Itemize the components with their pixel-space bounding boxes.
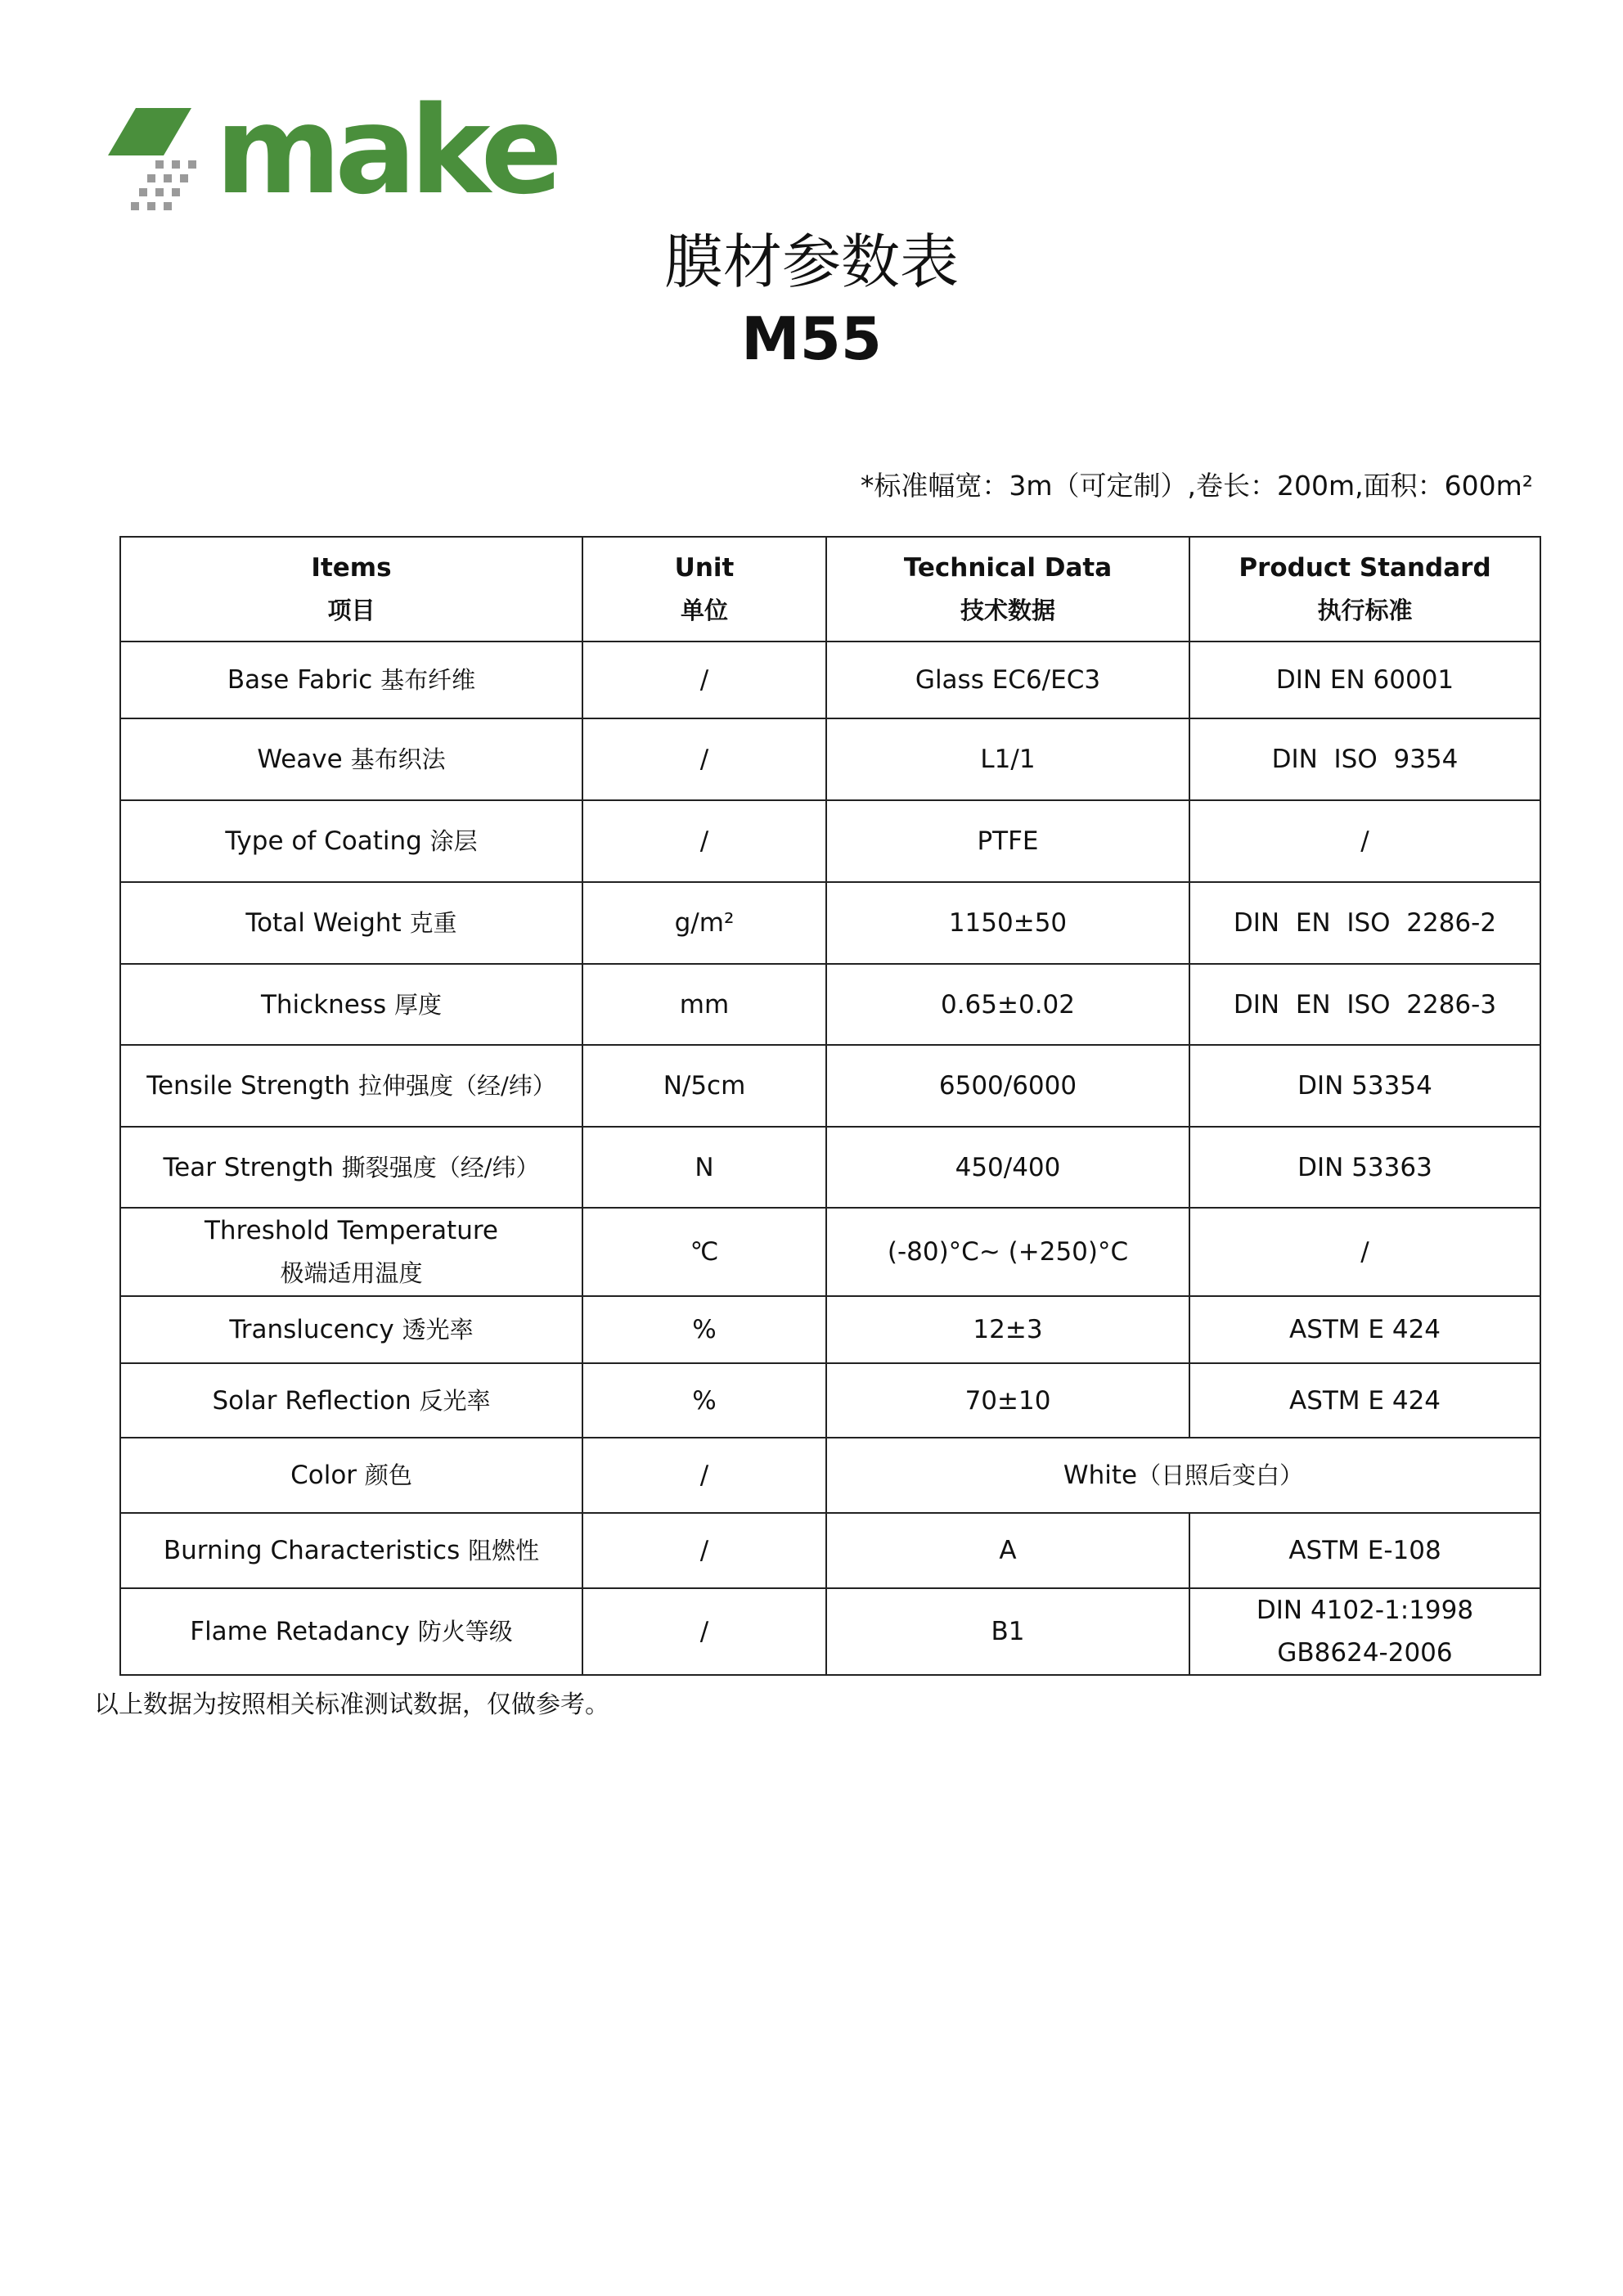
data-cell: 1150±50 bbox=[826, 882, 1189, 964]
item-cell: Tear Strength 撕裂强度（经/纬） bbox=[120, 1127, 582, 1208]
table-row bbox=[120, 1045, 1540, 1127]
table-row bbox=[120, 882, 1540, 964]
standard-cell: DIN EN ISO 2286-3 bbox=[1189, 964, 1540, 1045]
page-title: 膜材参数表 bbox=[663, 227, 959, 296]
standard-cell: ASTM E 424 bbox=[1189, 1296, 1540, 1363]
unit-cell: ℃ bbox=[582, 1208, 826, 1296]
standard-size-note: *标准幅宽：3m（可定制）,卷长：200m,面积：600m² bbox=[860, 470, 1533, 502]
leaf-checker-logo-icon bbox=[105, 105, 227, 227]
model-number: M55 bbox=[741, 304, 882, 373]
unit-cell: / bbox=[582, 1588, 826, 1675]
data-cell: Glass EC6/EC3 bbox=[826, 642, 1189, 718]
standard-cell: DIN EN ISO 2286-2 bbox=[1189, 882, 1540, 964]
logo-wordmark: make bbox=[215, 80, 556, 221]
standard-cell: ASTM E 424 bbox=[1189, 1363, 1540, 1438]
unit-cell: / bbox=[582, 718, 826, 800]
unit-cell: / bbox=[582, 1438, 826, 1513]
header-items: Items 项目 bbox=[120, 537, 582, 642]
unit-cell: / bbox=[582, 1513, 826, 1588]
data-cell: 0.65±0.02 bbox=[826, 964, 1189, 1045]
item-cell: Burning Characteristics 阻燃性 bbox=[120, 1513, 582, 1588]
unit-cell: / bbox=[582, 800, 826, 882]
standard-cell: ASTM E-108 bbox=[1189, 1513, 1540, 1588]
data-cell: B1 bbox=[826, 1588, 1189, 1675]
table-row bbox=[120, 964, 1540, 1045]
standard-cell: / bbox=[1189, 1208, 1540, 1296]
table-row bbox=[120, 1363, 1540, 1438]
item-cell: Thickness 厚度 bbox=[120, 964, 582, 1045]
unit-cell: N bbox=[582, 1127, 826, 1208]
item-cell: Translucency 透光率 bbox=[120, 1296, 582, 1363]
table-row bbox=[120, 1208, 1540, 1296]
data-cell: A bbox=[826, 1513, 1189, 1588]
unit-cell: g/m² bbox=[582, 882, 826, 964]
color-data-cell: White（日照后变白） bbox=[826, 1438, 1540, 1513]
unit-cell: mm bbox=[582, 964, 826, 1045]
item-cell: Threshold Temperature 极端适用温度 bbox=[120, 1208, 582, 1296]
table-row bbox=[120, 718, 1540, 800]
header-technical-data: Technical Data 技术数据 bbox=[826, 537, 1189, 642]
data-cell: (-80)°C~ (+250)°C bbox=[826, 1208, 1189, 1296]
data-cell: PTFE bbox=[826, 800, 1189, 882]
standard-cell: DIN EN 60001 bbox=[1189, 642, 1540, 718]
table-row bbox=[120, 1588, 1540, 1675]
header-product-standard: Product Standard 执行标准 bbox=[1189, 537, 1540, 642]
data-cell: 12±3 bbox=[826, 1296, 1189, 1363]
standard-cell: / bbox=[1189, 800, 1540, 882]
unit-cell: % bbox=[582, 1363, 826, 1438]
header-unit: Unit 单位 bbox=[582, 537, 826, 642]
standard-cell: DIN 4102-1:1998 GB8624-2006 bbox=[1189, 1588, 1540, 1675]
unit-cell: N/5cm bbox=[582, 1045, 826, 1127]
table-row bbox=[120, 1438, 1540, 1513]
data-cell: L1/1 bbox=[826, 718, 1189, 800]
item-cell: Color 颜色 bbox=[120, 1438, 582, 1513]
item-cell: Tensile Strength 拉伸强度（经/纬） bbox=[120, 1045, 582, 1127]
item-cell: Base Fabric 基布纤维 bbox=[120, 642, 582, 718]
spec-table bbox=[119, 536, 1541, 1676]
company-logo bbox=[105, 80, 556, 227]
item-cell: Total Weight 克重 bbox=[120, 882, 582, 964]
unit-cell: % bbox=[582, 1296, 826, 1363]
table-row bbox=[120, 1296, 1540, 1363]
item-cell: Type of Coating 涂层 bbox=[120, 800, 582, 882]
table-row bbox=[120, 800, 1540, 882]
data-cell: 70±10 bbox=[826, 1363, 1189, 1438]
data-cell: 6500/6000 bbox=[826, 1045, 1189, 1127]
table-row bbox=[120, 1513, 1540, 1588]
standard-cell: DIN 53354 bbox=[1189, 1045, 1540, 1127]
standard-cell: DIN ISO 9354 bbox=[1189, 718, 1540, 800]
footnote: 以上数据为按照相关标准测试数据，仅做参考。 bbox=[94, 1690, 609, 1719]
table-row bbox=[120, 1127, 1540, 1208]
item-cell: Solar Reflection 反光率 bbox=[120, 1363, 582, 1438]
table-row bbox=[120, 642, 1540, 718]
table-header-row bbox=[120, 537, 1540, 642]
item-cell: Weave 基布织法 bbox=[120, 718, 582, 800]
standard-cell: DIN 53363 bbox=[1189, 1127, 1540, 1208]
data-cell: 450/400 bbox=[826, 1127, 1189, 1208]
item-cell: Flame Retadancy 防火等级 bbox=[120, 1588, 582, 1675]
unit-cell: / bbox=[582, 642, 826, 718]
